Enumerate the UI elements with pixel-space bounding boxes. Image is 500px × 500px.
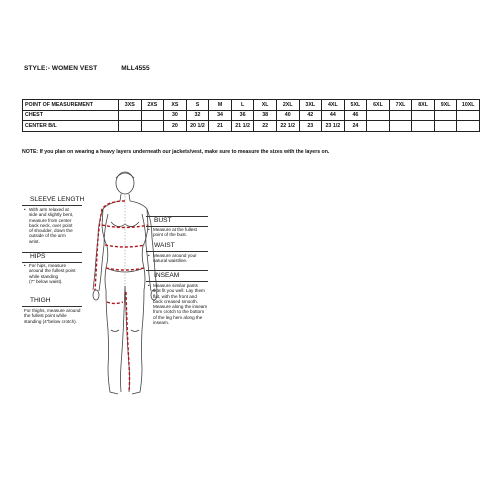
table-cell: 34 [209,110,232,121]
sleeve-line: wrist. [29,238,40,244]
sleeve-line: back neck, over point [29,222,73,228]
bust-line: Measure at the fullest [153,227,197,232]
hips-line: around the fullest point [29,268,76,274]
inseam-line: Measure similar pants [153,283,198,288]
table-cell: 21 1/2 [231,121,254,132]
size-header: L [231,100,254,111]
hips-line: while standing [29,273,59,279]
hips-description [29,263,75,284]
style-code: MLL4555 [121,65,150,72]
waist-description [153,253,197,264]
thigh-line: standing (4"below crotch). [24,318,77,324]
table-cell: 22 [254,121,277,132]
corner-header: POINT OF MEASUREMENT [23,100,119,111]
sleeve-line: measure from center [29,217,72,223]
size-header: 3XL [299,100,322,111]
size-header: 7XL [389,100,412,111]
bust-description [153,227,197,238]
bullet-icon: • [148,253,150,258]
inseam-description [153,283,207,325]
size-header: 9XL [434,100,457,111]
table-cell: 40 [276,110,299,121]
table-cell: 42 [299,110,322,121]
size-header: 10XL [457,100,480,111]
size-header: 2XL [276,100,299,111]
bullet-icon: • [148,227,150,232]
inseam-line: Measure along the inseam [153,304,208,310]
row-label: CENTER B/L [23,121,119,132]
table-cell: 38 [254,110,277,121]
hips-line: (7" below waist). [29,278,63,284]
size-header: S [186,100,209,111]
waist-divider [146,251,208,252]
bust-title: BUST [154,217,172,224]
table-cell: 23 1/2 [322,121,345,132]
sleeve-line: With arm relaxed at [29,207,69,212]
table-cell: 24 [344,121,367,132]
row-label: CHEST [23,110,119,121]
hips-title: HIPS [30,253,46,260]
bullet-icon: • [24,263,26,268]
size-header: XL [254,100,277,111]
table-cell: 22 1/2 [276,121,299,132]
style-label: STYLE:- WOMEN VEST [24,65,98,72]
inseam-divider [146,281,208,282]
thigh-title: THIGH [30,297,51,304]
waist-title: WAIST [154,242,175,249]
sleeve-line: side and slightly bent, [29,212,74,218]
bullet-icon: • [148,283,150,288]
sleeve-description [29,207,73,244]
layering-note: NOTE: If you plan on wearing a heavy layers underneath our jackets/vest, make sure to measure the sizes with the layers on. [22,149,330,155]
table-cell: 30 [164,110,187,121]
size-header: 2XS [141,100,164,111]
table-cell: 20 1/2 [186,121,209,132]
size-header: 5XL [344,100,367,111]
size-header: 3XS [119,100,142,111]
sleeve-length-title: SLEEVE LENGTH [30,196,85,203]
waist-line: Measure around your [153,253,197,258]
table-cell: 23 [299,121,322,132]
table-cell: 44 [322,110,345,121]
bust-line: point of the bust. [153,232,187,238]
size-header: M [209,100,232,111]
thigh-line: For thighs, measure around [24,308,81,313]
table-cell: 46 [344,110,367,121]
sleeve-line: of shoulder, down the [29,228,73,234]
table-cell: 36 [231,110,254,121]
sleeve-line: outside of the arm [29,233,66,239]
inseam-top-divider [146,270,208,271]
sleeve-divider [22,205,82,206]
thigh-divider [22,306,82,307]
table-cell: 20 [164,121,187,132]
inseam-line: back creased smooth. [153,298,198,304]
inseam-title: INSEAM [154,272,180,279]
table-cell: 32 [186,110,209,121]
hips-line: For hips, measure [29,263,67,268]
size-header: 8XL [412,100,435,111]
bullet-icon: • [24,207,26,212]
thigh-description [24,308,80,324]
inseam-line: inseam. [153,320,170,326]
inseam-line: that fit you well. Lay them [153,288,205,294]
inseam-line: flat, with the front and [153,293,197,299]
size-header: XS [164,100,187,111]
size-header: 6XL [367,100,390,111]
inseam-line: from crotch to the bottom [153,309,205,315]
waist-line: natural waistline. [153,258,188,264]
inseam-line: of the leg hem along the [153,314,203,320]
size-header: 4XL [322,100,345,111]
table-cell: 21 [209,121,232,132]
thigh-line: the fullest point while [24,313,67,319]
